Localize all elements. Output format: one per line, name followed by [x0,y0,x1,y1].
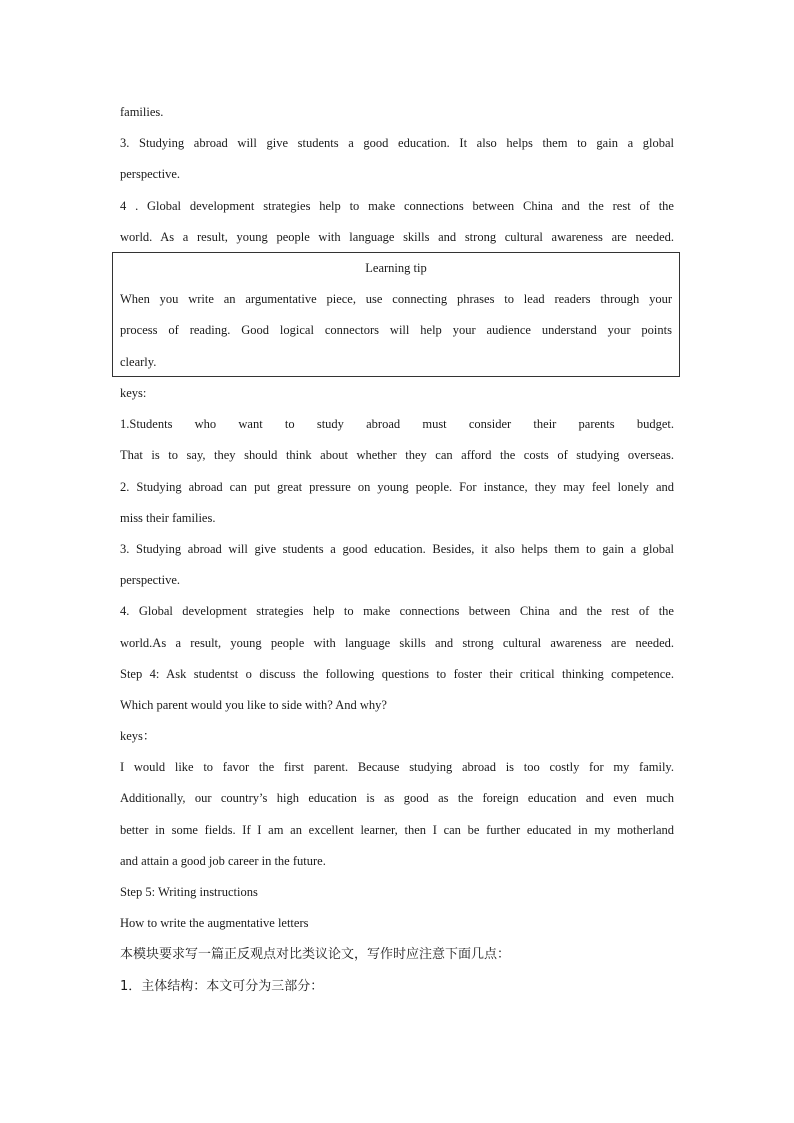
text-line: 2. Studying abroad can put great pressure on young people. For instance, they may feel lonely and [120,479,674,494]
text-line: That is to say, they should think about whether they can afford the costs of studying overseas. [120,448,674,463]
chinese-structure-line: 1．主体结构：本文可分为三部分： [120,978,324,994]
top-paragraphs [120,97,674,253]
learning-tip-box [112,252,680,377]
text-line: families. [120,105,164,119]
text-line: How to write the augmentative letters [120,916,309,931]
learning-tip-title: Learning tip [365,261,427,275]
text-line: 1.Students who want to study abroad must consider their parents budget. [120,417,674,432]
text-line: better in some fields. If I am an excellent learner, then I can be further educated in my motherland [120,822,674,837]
text-line: world.As a result, young people with language skills and strong cultural awareness are needed. [120,635,674,650]
step-4-line: Step 4: Ask studentst o discuss the following questions to foster their critical thinking competence. [120,666,674,681]
text-line: perspective. [120,573,181,588]
text-line: perspective. [120,167,181,182]
learning-tip-line: When you write an argumentative piece, use connecting phrases to lead readers through your [120,292,672,307]
text-line: Additionally, our country’s high education is as good as the foreign education and even much [120,791,674,806]
step-5-line: Step 5: Writing instructions [120,885,258,899]
question-line: Which parent would you like to side with? And why? [120,697,387,712]
keys-heading: keys: [120,386,147,400]
text-line: 4 . Global development strategies help to make connections between China and the rest of the [120,198,674,213]
lower-paragraphs [120,378,674,1002]
chinese-instruction-line: 本模块要求写一篇正反观点对比类议论文，写作时应注意下面几点： [120,947,511,963]
text-line: 3. Studying abroad will give students a good education. Besides, it also helps them to gain a global [120,541,674,556]
keys-heading: keys： [120,729,156,744]
text-line: world. As a result, young people with language skills and strong cultural awareness are needed. [120,229,674,244]
text-line: miss their families. [120,510,216,525]
text-line: 4. Global development strategies help to make connections between China and the rest of the [120,604,674,619]
learning-tip-line: process of reading. Good logical connectors will help your audience understand your points [120,323,672,338]
learning-tip-line: clearly. [120,354,157,369]
text-line: I would like to favor the first parent. Because studying abroad is too costly for my family. [120,760,674,775]
text-line: and attain a good job career in the future. [120,853,326,868]
text-line: 3. Studying abroad will give students a good education. It also helps them to gain a global [120,136,674,151]
